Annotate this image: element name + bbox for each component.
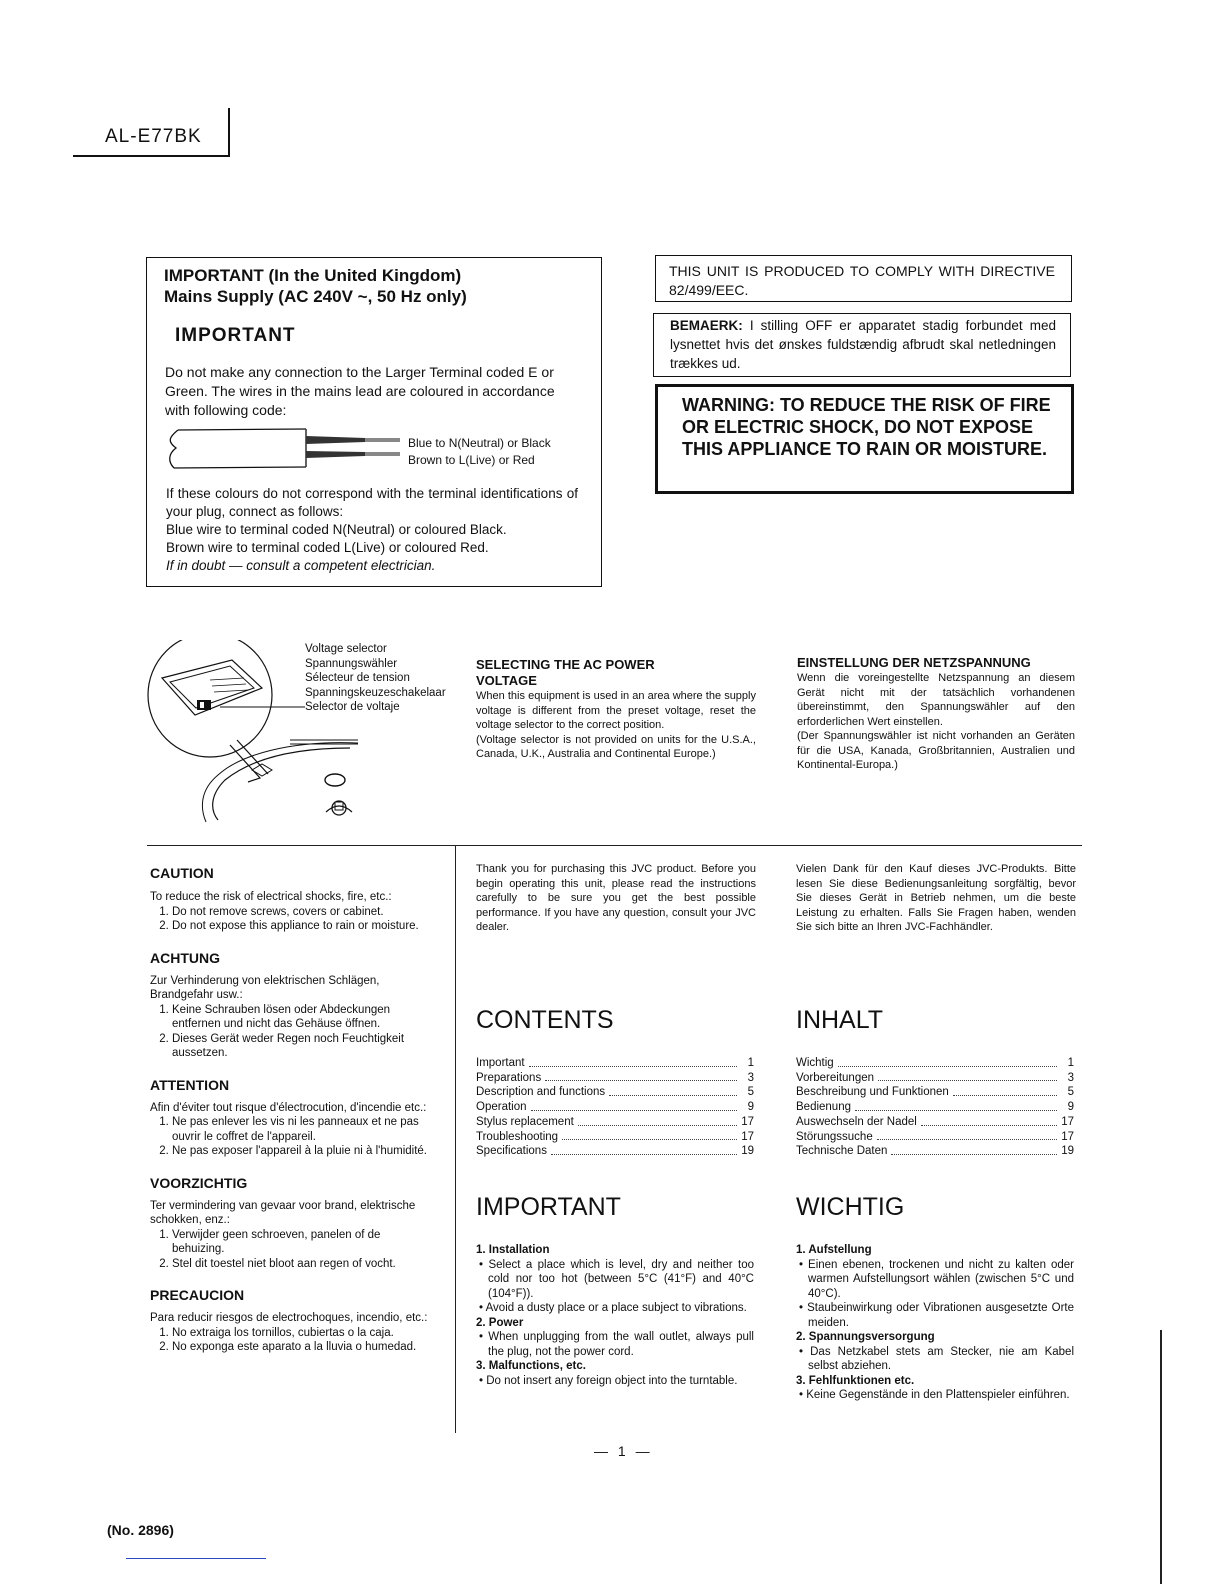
einstellung-title: EINSTELLUNG DER NETZSPANNUNG [797, 655, 1031, 670]
bemaerk-text: BEMAERK: I stilling OFF er apparatet stadig forbundet med lysnettet hvis det ønskes fuldstændig afbrudt skal netledningen trækkes ud. [670, 318, 1056, 371]
contents-section [476, 1006, 754, 1159]
directive-text: THIS UNIT IS PRODUCED TO COMPLY WITH DIRECTIVE 82/499/EEC. [669, 263, 1055, 298]
uk-paragraph-terminal: Do not make any connection to the Larger Terminal coded E or Green. The wires in the mains lead are coloured in accordance with following code: [165, 364, 555, 418]
inhalt-section [796, 1006, 1074, 1159]
important-en-title: IMPORTANT [476, 1193, 621, 1221]
thanks-english: Thank you for purchasing this JVC product. Before you begin operating this unit, please read the instructions carefully to be sure you get the best possible performance. If you have any question, consult your JVC dealer. [476, 863, 756, 933]
toc-row: Important 1 [476, 1057, 754, 1069]
section-divider [147, 845, 1082, 846]
important-en-section: IMPORTANT 1. Installation • Select a place which is level, dry and neither too cold nor too hot (between 5°C (41°F) and 40°C (104°F)). • Avoid a dusty place or a place subject to vibrations. 2. Power • When unplugging from the wall outlet, always pull the plug, not the power cord. 3. Malfunctions, etc. • Do not insert any foreign object into the turntable. [476, 1193, 754, 1387]
mains-lead-diagram [160, 424, 410, 474]
page-edge-line [1160, 1330, 1162, 1584]
attention-block: ATTENTION Afin d'éviter tout risque d'électrocution, d'incendie etc.: 1. Ne pas enlever les vis ni les panneaux et ne pas ouvrir le coffret de l'appareil. 2. Ne pas exposer l'appareil à la pluie ni à l'humidité. [150, 1077, 435, 1159]
achtung-block: ACHTUNG Zur Verhinderung von elektrischen Schlägen, Brandgefahr usw.: 1. Keine Schrauben lösen oder Abdeckungen entfernen und nicht das Gehäuse öffnen. 2. Dieses Gerät weder Regen noch Feuchtigkeit aussetzen. [150, 950, 435, 1061]
toc-row: Specifications 19 [476, 1145, 754, 1158]
thanks-german: Vielen Dank für den Kauf dieses JVC-Produkts. Bitte lesen Sie diese Bedienungsanleitung sorgfältig, bevor Sie dieses Gerät in Betrieb nehmen, um die beste Leistung zu erhalten. Falls Sie Fragen haben, wenden Sie sich bitte an Ihren JVC-Fachhändler. [796, 863, 1076, 933]
inhalt-list [796, 1056, 1074, 1159]
uk-important-heading: IMPORTANT [175, 325, 296, 346]
header-divider [228, 108, 230, 156]
precaucion-block: PRECAUCION Para reducir riesgos de electrochoques, incendio, etc.: 1. No extraiga los tornillos, cubiertas o la caja. 2. No exponga este aparato a la lluvia o humedad. [150, 1287, 435, 1355]
contents-title: CONTENTS [476, 1006, 614, 1034]
toc-row: Technische Daten 19 [796, 1145, 1074, 1158]
caution-block: CAUTION To reduce the risk of electrical shocks, fire, etc.: 1. Do not remove screws, covers or cabinet. 2. Do not expose this appliance to rain or moisture. [150, 865, 435, 934]
footer-rule [126, 1558, 266, 1559]
toc-row: Troubleshooting 17 [476, 1130, 754, 1143]
contents-list [476, 1056, 754, 1159]
wire-label-brown: Brown to L(Live) or Red [408, 453, 535, 467]
toc-row: Bedienung 9 [796, 1101, 1074, 1114]
wire-label-blue: Blue to N(Neutral) or Black [408, 436, 551, 450]
warning-text: WARNING: TO REDUCE THE RISK OF FIRE OR ELECTRIC SHOCK, DO NOT EXPOSE THIS APPLIANCE TO RAIN OR MOISTURE. [682, 395, 1051, 459]
voltage-selector-labels: Voltage selector Spannungswähler Sélecteur de tension Spanningskeuzeschakelaar Selector de voltaje [305, 643, 446, 713]
inhalt-title: INHALT [796, 1006, 884, 1034]
uk-notice-title: IMPORTANT (In the United Kingdom) Mains Supply (AC 240V ~, 50 Hz only) [164, 266, 467, 306]
toc-row: Auswechseln der Nadel 17 [796, 1115, 1074, 1128]
toc-row: Vorbereitungen 3 [796, 1071, 1074, 1084]
voorzichtig-block: VOORZICHTIG Ter vermindering van gevaar voor brand, elektrische schokken, enz.: 1. Verwijder geen schroeven, panelen of de behuizing. 2. Stel dit toestel niet bloot aan regen of vocht. [150, 1175, 435, 1272]
header-underline [73, 155, 230, 157]
toc-row: Operation 9 [476, 1101, 754, 1114]
toc-row: Description and functions 5 [476, 1086, 754, 1099]
selecting-ac-title: SELECTING THE AC POWER VOLTAGE [476, 657, 655, 688]
column-divider [455, 845, 456, 1433]
safety-warnings-column [150, 865, 435, 1355]
selecting-ac-section: SELECTING THE AC POWER VOLTAGE When this equipment is used in an area where the supply voltage is different from the preset voltage, reset the voltage selector to the correct position. (Voltage selector is not provided on units for the U.S.A., Canada, U.K., Australia and Continental Europe.) [476, 657, 756, 760]
document-number: (No. 2896) [107, 1522, 174, 1538]
uk-paragraph-connect: If these colours do not correspond with the terminal identifications of your plug, connect as follows: Blue wire to terminal coded N(Neutral) or coloured Black. Brown wire to terminal coded L(Live) or coloured Red. If in doubt — consult a competent electrician. [166, 486, 578, 573]
toc-row: Wichtig 1 [796, 1057, 1074, 1069]
toc-row: Preparations 3 [476, 1071, 754, 1084]
toc-row: Störungssuche 17 [796, 1130, 1074, 1143]
toc-row: Beschreibung und Funktionen 5 [796, 1086, 1074, 1099]
toc-row: Stylus replacement 17 [476, 1115, 754, 1128]
page-number: — 1 — [594, 1443, 653, 1459]
wichtig-title: WICHTIG [796, 1193, 905, 1221]
wichtig-section: WICHTIG 1. Aufstellung • Einen ebenen, trockenen und nicht zu kalten oder warmen Aufstellungsort wählen (zwischen 5°C und 40°C). • Staubeinwirkung oder Vibrationen ausgesetzte Orte meiden. 2. Spannungsversorgung • Das Netzkabel stets am Stecker, nie am Kabel selbst abziehen. 3. Fehlfunktionen etc. • Keine Gegenstände in den Plattenspieler einführen. [796, 1193, 1074, 1401]
model-number: AL-E77BK [105, 126, 202, 147]
einstellung-section: EINSTELLUNG DER NETZSPANNUNG Wenn die voreingestellte Netzspannung an diesem Gerät nicht mit der tatsächlich vorhandenen übereinstimmt, den Spannungswähler auf den erforderlichen Wert einstellen. (Der Spannungswähler ist nicht vorhanden an Geräten für die USA, Kanada, Großbritannien, Australien und Kontinental-Europa.) [797, 655, 1075, 771]
